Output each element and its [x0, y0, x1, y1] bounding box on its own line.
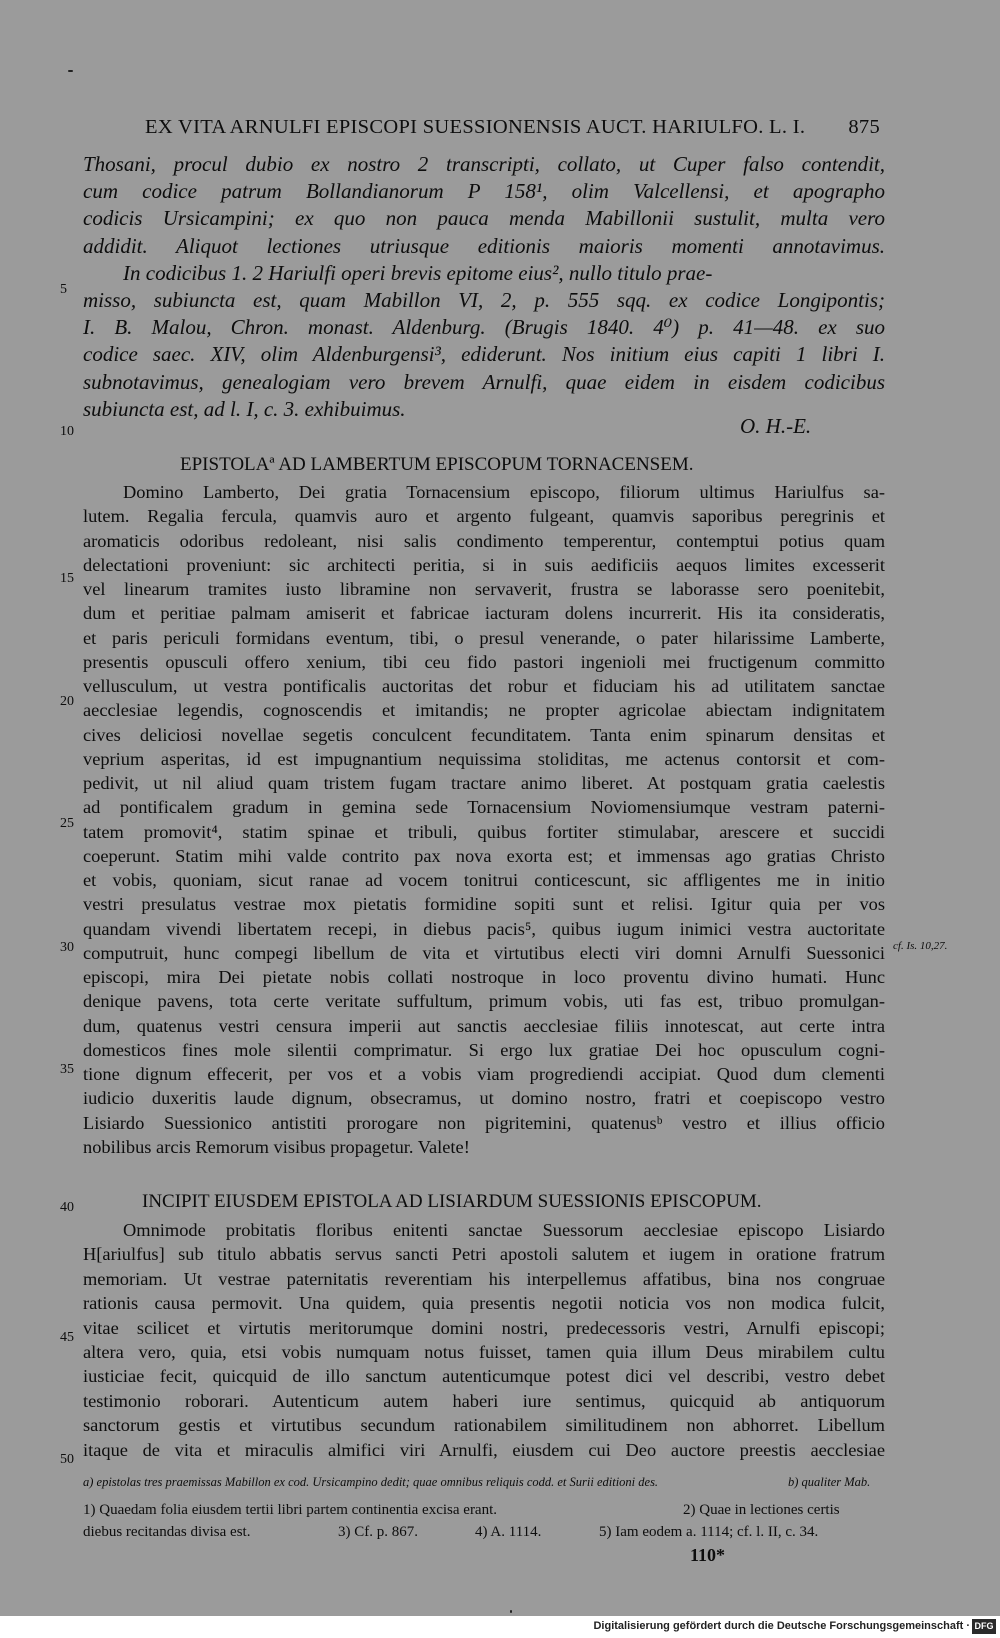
scan-speck — [68, 70, 73, 72]
text-line: veprium asperitas, id est impugnantium nequissima stoliditas, me actenus contorsit et com- — [83, 748, 885, 769]
text-line: codice saec. XIV, olim Aldenburgensi³, ediderunt. Nos initium eius capiti 1 libri I. — [83, 342, 885, 367]
text-line: subiuncta est, ad l. I, c. 3. exhibuimus. — [83, 396, 406, 421]
line-number: 30 — [60, 940, 74, 955]
text-line: episcopi, mira Dei pietate nobis collati nostroque in loco proventu divino humati. Hunc — [83, 967, 885, 987]
text-line: memoriam. Ut vestrae paternitatis reverentiam his interpellemus affatibus, bina nos congruae — [83, 1268, 885, 1289]
text-line: itaque de vita et miraculis almifici viri Arnulfi, eiusdem cui Deo auctore preestis aecclesiae — [83, 1439, 885, 1460]
text-line: H[ariulfus] sub titulo abbatis servus sancti Petri apostoli salutem et iugem in oratione fratrum — [83, 1244, 885, 1265]
text-line: codicis Ursicampini; ex quo non pauca menda Mabillonii sustulit, multa vero — [83, 206, 885, 231]
dfg-logo: DFG — [972, 1619, 996, 1634]
text-line: et vobis, quoniam, sicut ranae ad vocem tonitrui conticescunt, sic affligentes me in initio — [83, 870, 885, 890]
text-line: addidit. Aliquot lectiones utriusque editionis maioris momenti annotavimus. — [83, 233, 885, 258]
text-line: domesticos fines mole silentii comprimatur. Si ergo lux gratiae Dei hoc opusculum cogni- — [83, 1039, 885, 1060]
margin-note: cf. Is. 10,27. — [893, 940, 948, 952]
text-line: cum codice patrum Bollandianorum P 158¹, olim Valcellensi, et apographo — [83, 179, 885, 204]
text-line: quandam vivendi libertatem recepi, in diebus pacis⁵, quibus iugum inimici vestra auctoritate — [83, 918, 885, 939]
epistola-heading-lambertum: EPISTOLAª AD LAMBERTUM EPISCOPUM TORNACENSEM. — [180, 454, 694, 475]
running-title: EX VITA ARNULFI EPISCOPI SUESSIONENSIS AUCT. HARIULFO. L. I. — [145, 116, 806, 138]
line-number: 50 — [60, 1452, 74, 1467]
critical-note-a: a) epistolas tres praemissas Mabillon ex cod. Ursicampino dedit; quae omnibus reliquis codd. et Surii editioni des. — [83, 1475, 659, 1489]
line-number: 35 — [60, 1062, 74, 1077]
text-line: tione dignum effecerit, per vos et a vobis viam progrediendi accipiat. Quod dum clementi — [83, 1064, 885, 1084]
page-number: 875 — [848, 116, 880, 138]
text-line: I. B. Malou, Chron. monast. Aldenburg. (Brugis 1840. 4⁰) p. 41—48. ex suo — [83, 315, 885, 340]
scan-speck — [510, 1610, 512, 1613]
text-line: et paris periculi formidans eventum, tibi, o presul venerande, o pater hilarissime Lamberte, — [83, 627, 885, 648]
footnote-5: 5) Iam eodem a. 1114; cf. l. II, c. 34. — [599, 1524, 819, 1540]
text-line: computruit, hunc compegi libellum de vita et virtutibus electi viri domni Arnulfi Suessonici — [83, 942, 885, 963]
signature-mark: 110* — [690, 1545, 726, 1565]
digitization-credit-bar — [0, 1616, 1000, 1638]
text-line: In codicibus 1. 2 Hariulfi operi brevis epitome eius², nullo titulo prae- — [123, 260, 713, 285]
text-line: ad pontificalem gradum in gemina sede Tornacensium Noviomensiumque vestram paterni- — [83, 797, 885, 818]
text-line: misso, subiuncta est, quam Mabillon VI, 2, p. 555 sqq. ex codice Longipontis; — [83, 288, 885, 312]
footnote-2-cont: diebus recitandas divisa est. — [83, 1524, 251, 1540]
line-number: 20 — [60, 694, 74, 709]
text-line: vellusculum, ut vestra pontificalis auctoritas det robur et fiduciam his ad utilitatem sanctae — [83, 676, 885, 696]
line-number: 10 — [60, 424, 74, 439]
text-line: delectationi proveniunt: sic architecti peritia, si in suis aedificiis aequos limites excesserit — [83, 554, 885, 575]
text-line: dum et peritiae palmam amiserit et fabricae iacturam dolens incurrerit. His ita consideratis, — [83, 603, 885, 624]
text-line: Omnimode probitatis floribus enitenti sanctae Suessorum aecclesiae episcopo Lisiardo — [123, 1220, 885, 1240]
footnote-2: 2) Quae in lectiones certis — [683, 1502, 840, 1518]
line-number: 40 — [60, 1200, 74, 1215]
line-number: 25 — [60, 816, 74, 831]
text-line: lutem. Regalia fercula, quamvis auro et argento fulgeant, quamvis saporibus peregrinis et — [83, 506, 885, 527]
intro-signature: O. H.-E. — [740, 414, 812, 438]
text-line: Domino Lamberto, Dei gratia Tornacensium episcopo, filiorum ultimus Hariulfus sa- — [123, 482, 885, 502]
text-line: nobilibus arcis Remorum visibus propagetur. Valete! — [83, 1136, 470, 1157]
text-line: subnotavimus, genealogiam vero brevem Arnulfi, quae eidem in eisdem codicibus — [83, 369, 885, 394]
credit-text: Digitalisierung gefördert durch die Deutsche Forschungsgemeinschaft · — [593, 1620, 970, 1632]
text-line: altera vero, quia, etsi vobis numquam notus fuisset, tamen quia illum Deus mirabilem cultu — [83, 1342, 885, 1362]
running-header — [145, 116, 880, 146]
text-line: aecclesiae legendis, cognoscendis et imitandis; ne propter agricolae abiectam indignitatem — [83, 700, 885, 721]
critical-note-b: b) qualiter Mab. — [788, 1475, 871, 1489]
text-line: presentis opusculi offero xenium, tibi ceu fido pastori ingenioli mei fructigenum committo — [83, 651, 885, 672]
text-line: iudicio duxeritis laude dignum, obsecramus, ut domino nostro, fratri et coepiscopo vestro — [83, 1088, 885, 1109]
footnote-3: 3) Cf. p. 867. — [338, 1524, 418, 1540]
text-line: Thosani, procul dubio ex nostro 2 transcripti, collato, ut Cuper falso contendit, — [83, 152, 885, 176]
text-line: denique pavens, tota certe veritate suffultum, primum vobis, uti fas est, tribuo promulgan- — [83, 991, 885, 1012]
epistola-heading-lisiardum: INCIPIT EIUSDEM EPISTOLA AD LISIARDUM SUESSIONIS EPISCOPUM. — [142, 1191, 762, 1212]
text-line: rationis causa permovit. Una quidem, quia presentis negotii noticia vos non modica fulcit, — [83, 1293, 885, 1314]
text-line: sanctorum gestis et virtutibus secundum rationabilem similitudinem non abhorret. Libellum — [83, 1415, 885, 1436]
text-line: vestri presulatus vestrae mox pietatis formidine sopiti sunt et relisi. Igitur quia per vos — [83, 894, 885, 915]
text-line: Lisiardo Suessionico antistiti prorogare non pigritemini, quatenusᵇ vestro et illius officio — [83, 1112, 885, 1133]
line-number: 45 — [60, 1330, 74, 1345]
text-line: vitae scilicet et virtutis meritorumque domini nostri, predecessoris vestri, Arnulfi episcopi; — [83, 1317, 885, 1338]
line-number: 5 — [60, 282, 67, 297]
text-line: tatem promovit⁴, statim spinae et tribuli, quibus fortiter stimulabar, arescere et succidi — [83, 821, 885, 842]
text-line: testimonio roborari. Autenticum autem haberi iure sentimus, quicquid ab antiquorum — [83, 1390, 885, 1411]
text-line: aromaticis odoribus redoleant, nisi salis condimento temperentur, contemptui potius quam — [83, 530, 885, 551]
text-line: pedivit, ut nil aliud quam tristem fugam tractare animo liberet. At postquam gratia caelestis — [83, 773, 885, 793]
footnote-1: 1) Quaedam folia eiusdem tertii libri partem continentia excisa erant. — [83, 1502, 498, 1518]
text-line: coeperunt. Statim mihi valde contrito pax nova exorta est; et immensas ago gratias Christo — [83, 845, 885, 866]
text-line: iusticiae fecit, quicquid de illo sanctum autenticumque potest dici vel describi, vestro debet — [83, 1366, 885, 1387]
text-line: vel linearum tramites iusto libramine non servaverit, frustra se laborasse sero poenitebit, — [83, 579, 885, 599]
text-line: dum, quatenus vestri censura imperii aut sanctis aecclesiae filiis innotescat, aut certe intra — [83, 1015, 885, 1036]
line-number: 15 — [60, 571, 74, 586]
text-line: cives deliciosi novellae segetis conculcent fecunditatem. Tanta enim spinarum densitas et — [83, 724, 885, 745]
footnote-4: 4) A. 1114. — [475, 1524, 542, 1540]
